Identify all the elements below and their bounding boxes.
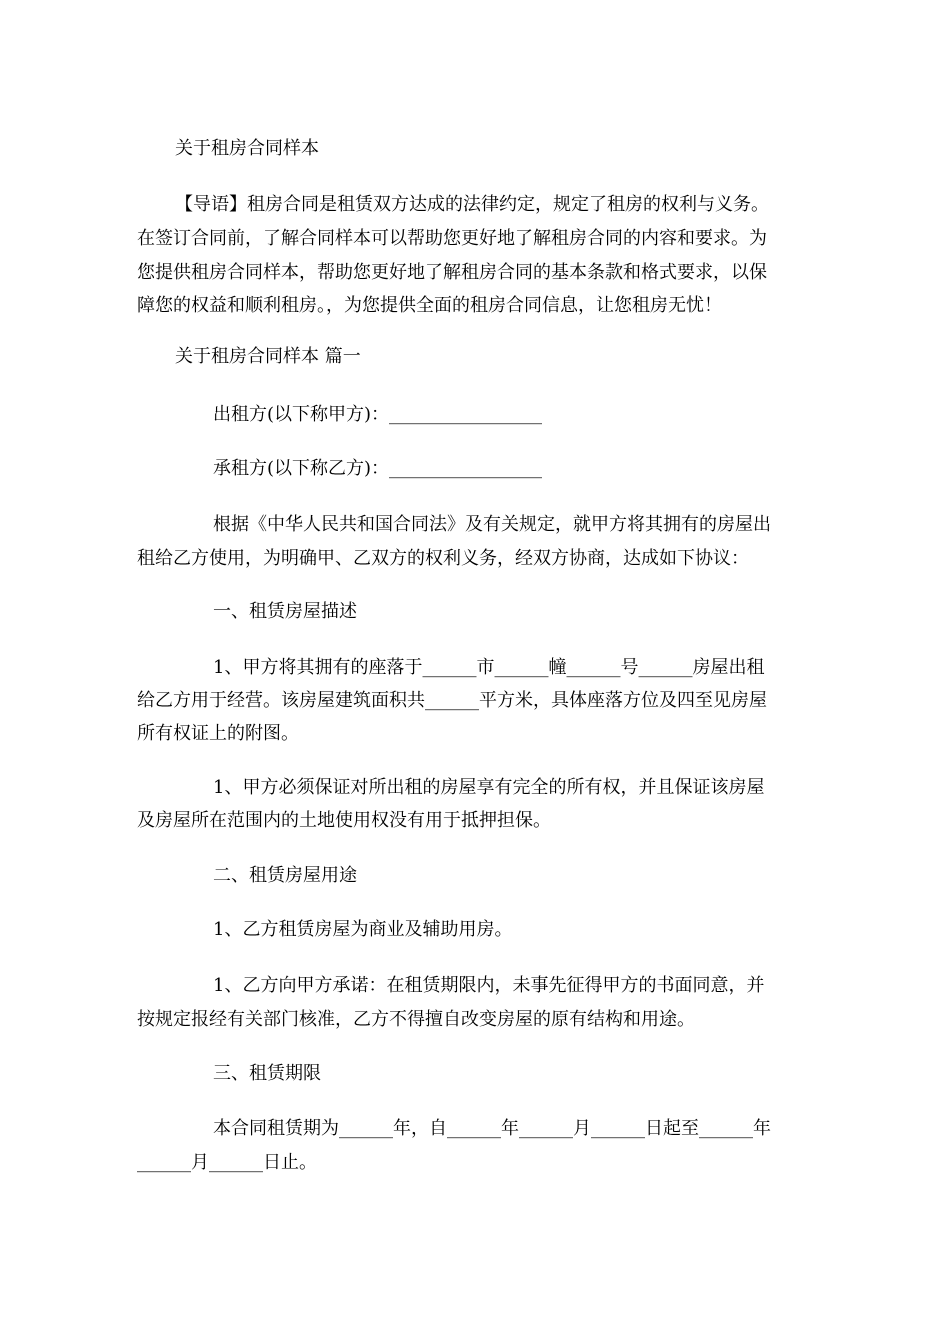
section-title: 关于租房合同样本 篇一: [175, 346, 361, 367]
heading-rental-term: 三、租赁期限: [213, 1063, 321, 1084]
clause-line: 给乙方用于经营。该房屋建筑面积共______平方米，具体座落方位及四至见房屋: [137, 690, 767, 711]
clause-line: 1、甲方必须保证对所出租的房屋享有完全的所有权，并且保证该房屋: [213, 777, 765, 798]
document-title: 关于租房合同样本: [175, 138, 319, 159]
lessor-line: 出租方(以下称甲方)：_________________: [213, 404, 543, 425]
clause-line: 所有权证上的附图。: [137, 723, 299, 744]
clause-line: 1、乙方租赁房屋为商业及辅助用房。: [213, 919, 513, 940]
clause-line: 1、乙方向甲方承诺：在租赁期限内，未事先征得甲方的书面同意，并: [213, 975, 765, 996]
intro-line: 在签订合同前，了解合同样本可以帮助您更好地了解租房合同的内容和要求。为: [137, 228, 767, 249]
intro-line: 【导语】租房合同是租赁双方达成的法律约定，规定了租房的权利与义务。: [175, 194, 769, 215]
preamble-line: 租给乙方使用，为明确甲、乙双方的权利义务，经双方协商，达成如下协议：: [137, 548, 749, 569]
heading-rental-use: 二、租赁房屋用途: [213, 865, 357, 886]
intro-line: 您提供租房合同样本，帮助您更好地了解租房合同的基本条款和格式要求，以保: [137, 262, 767, 283]
intro-line: 障您的权益和顺利租房。，为您提供全面的租房合同信息，让您租房无忧！: [137, 295, 722, 316]
heading-rental-description: 一、租赁房屋描述: [213, 601, 357, 622]
term-line: ______月______日止。: [137, 1152, 317, 1173]
clause-line: 1、甲方将其拥有的座落于______市______幢______号______房屋出租: [213, 657, 765, 678]
clause-line: 及房屋所在范围内的土地使用权没有用于抵押担保。: [137, 810, 551, 831]
clause-line: 按规定报经有关部门核准，乙方不得擅自改变房屋的原有结构和用途。: [137, 1009, 695, 1030]
term-line: 本合同租赁期为______年，自______年______月______日起至______年: [213, 1118, 771, 1139]
preamble-line: 根据《中华人民共和国合同法》及有关规定，就甲方将其拥有的房屋出: [213, 514, 771, 535]
lessee-line: 承租方(以下称乙方)：_________________: [213, 458, 543, 479]
